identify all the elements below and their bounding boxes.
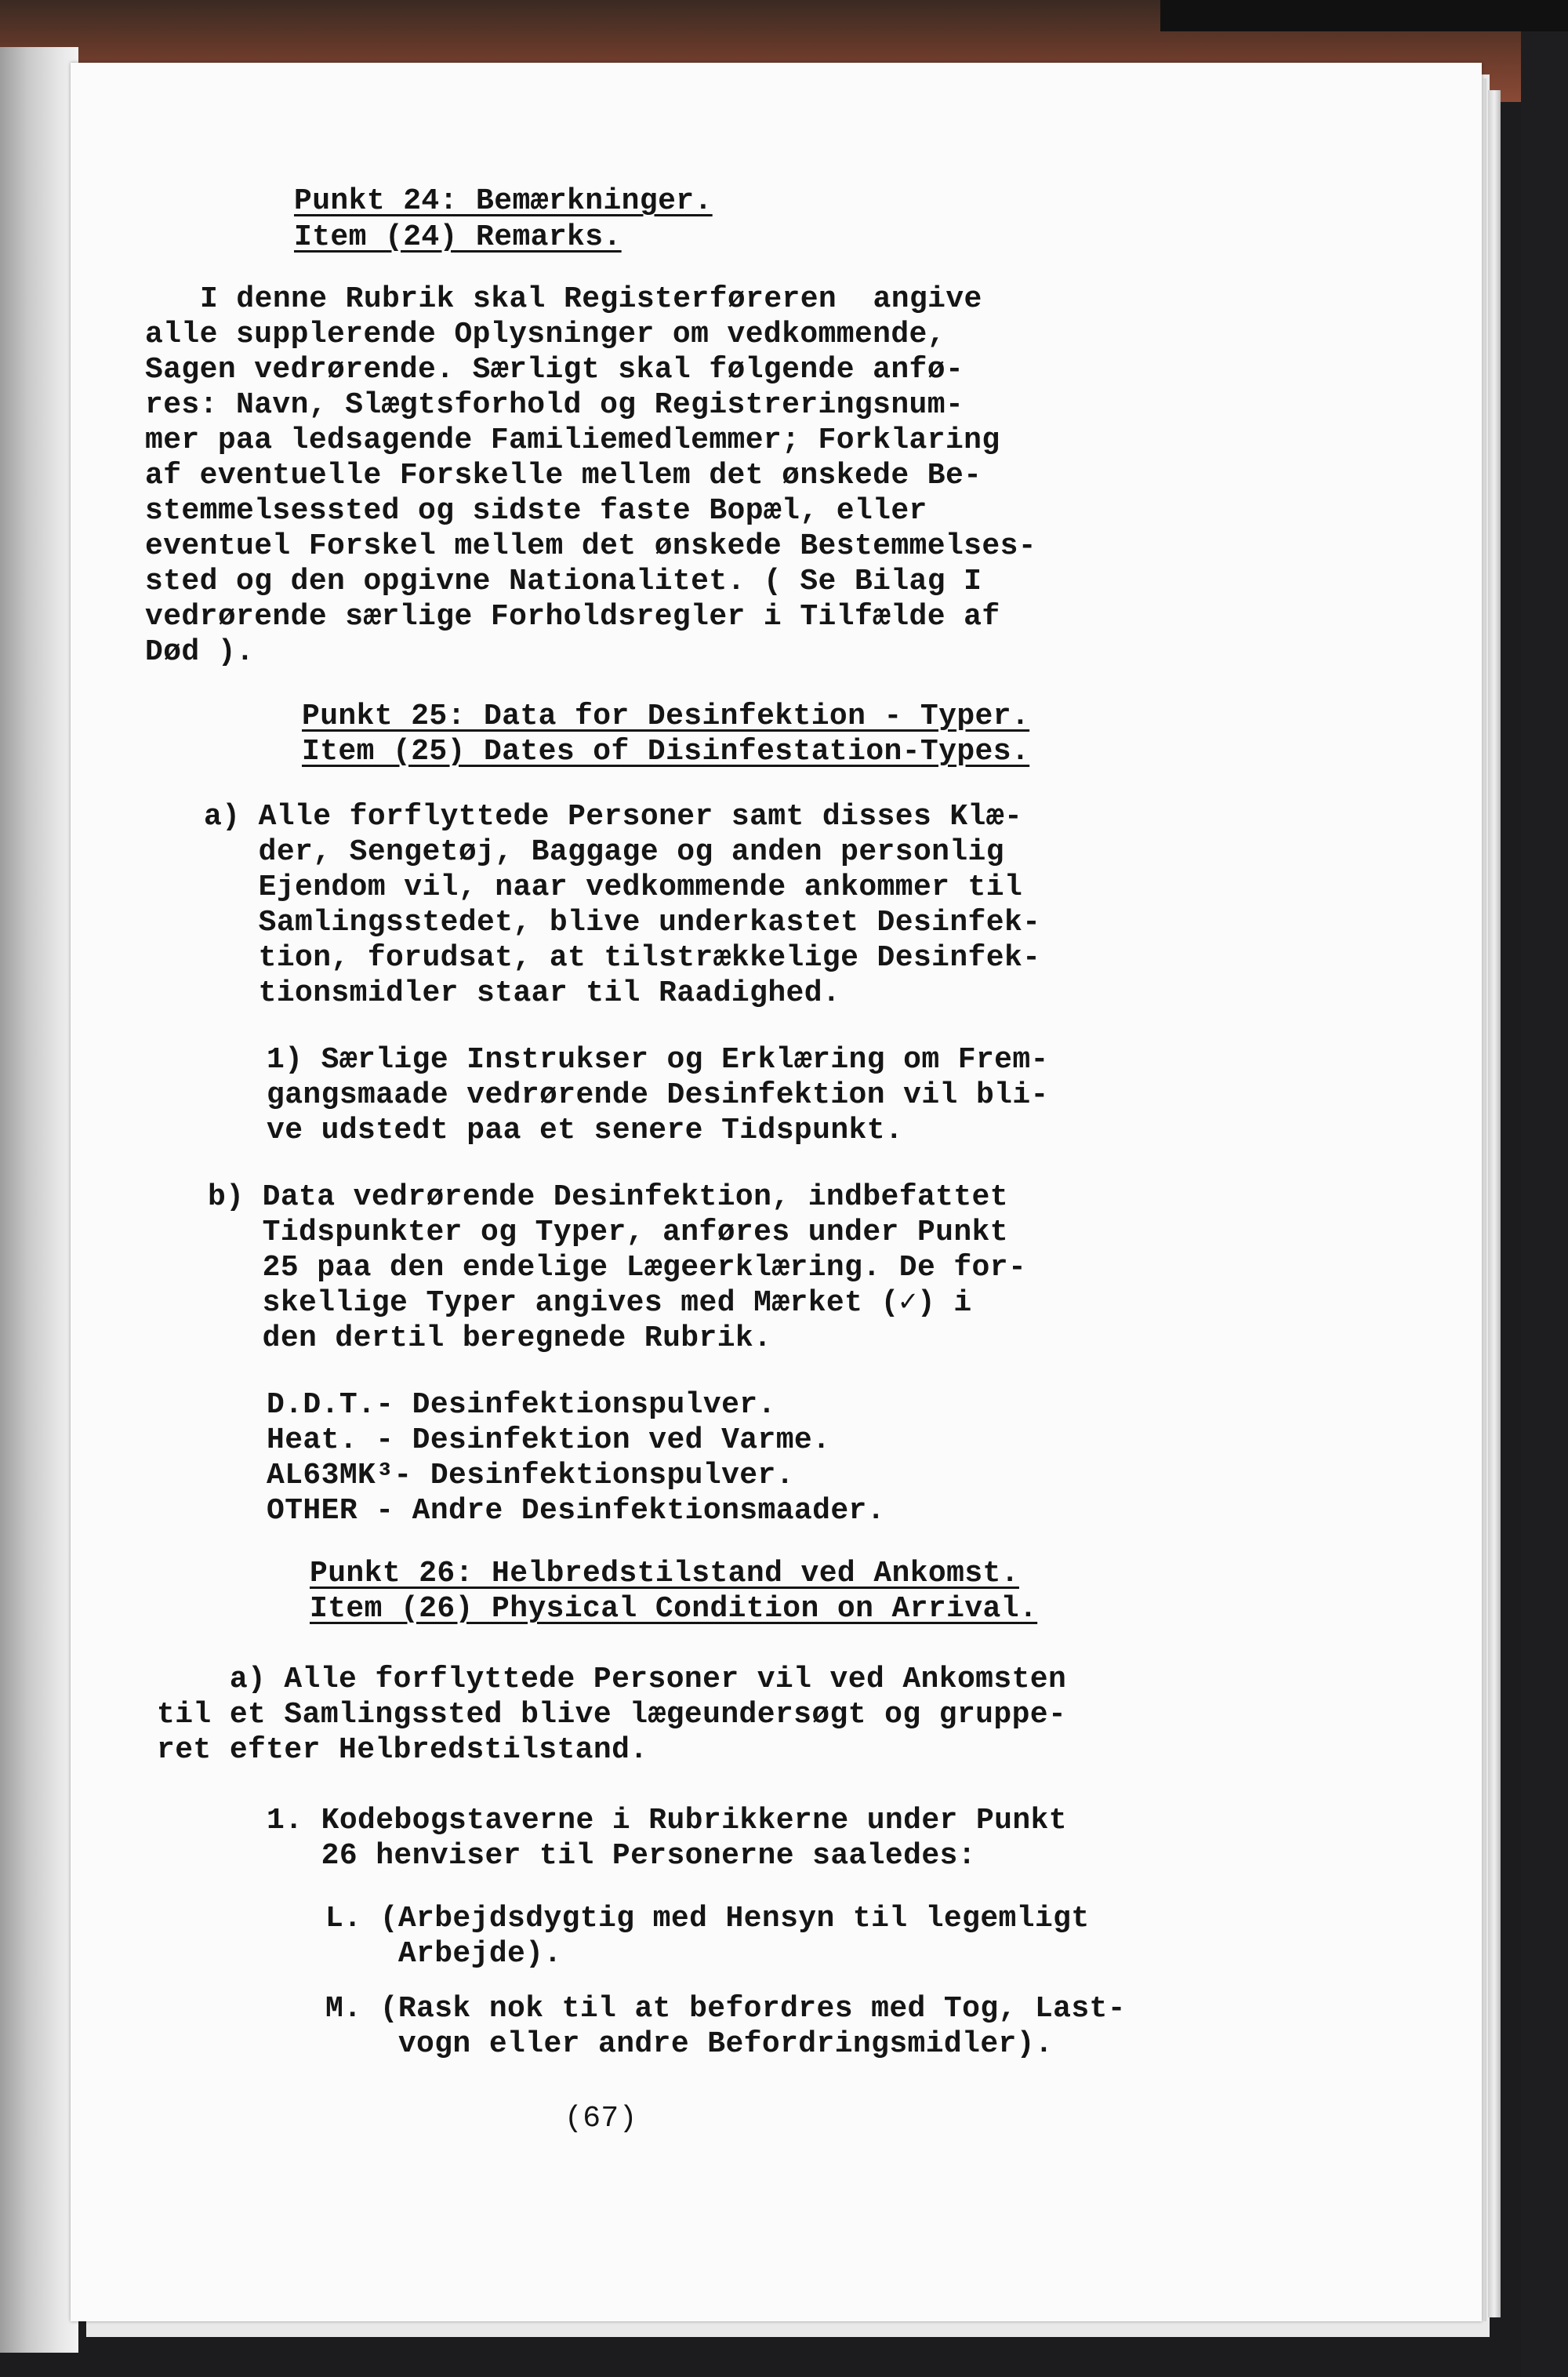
disinfection-type-other: OTHER - Andre Desinfektionsmaader. bbox=[267, 1494, 885, 1528]
disinfection-type-al63mk: AL63MK³- Desinfektionspulver. bbox=[267, 1459, 794, 1492]
punkt26-a-line: ret efter Helbredstilstand. bbox=[157, 1733, 648, 1767]
punkt26-1-line: 26 henviser til Personerne saaledes: bbox=[267, 1839, 976, 1873]
page-edge-2 bbox=[1488, 90, 1501, 2317]
punkt26-a-line: til et Samlingssted blive lægeundersøgt og gruppe- bbox=[157, 1698, 1067, 1732]
punkt24-line: stemmelsessted og sidste faste Bopæl, eller bbox=[145, 494, 927, 528]
code-M-line: vogn eller andre Befordringsmidler). bbox=[325, 2027, 1054, 2061]
punkt25-b-line: skellige Typer angives med Mærket (✓) i bbox=[208, 1286, 972, 1320]
code-M-line: M. (Rask nok til at befordres med Tog, Last- bbox=[325, 1992, 1126, 2026]
punkt25-a-line: Samlingsstedet, blive underkastet Desinfek- bbox=[204, 906, 1041, 940]
punkt24-line: res: Navn, Slægtsforhold og Registreringsnum- bbox=[145, 388, 964, 422]
book-spine bbox=[0, 47, 78, 2353]
background-right bbox=[1521, 31, 1568, 2377]
punkt26-heading-english: Item (26) Physical Condition on Arrival. bbox=[310, 1592, 1038, 1626]
punkt26-heading-danish: Punkt 26: Helbredstilstand ved Ankomst. bbox=[310, 1557, 1019, 1590]
punkt25-b-line: b) Data vedrørende Desinfektion, indbefattet bbox=[208, 1180, 1008, 1214]
code-L-line: Arbejde). bbox=[325, 1937, 562, 1971]
punkt25-a1-line: 1) Særlige Instrukser og Erklæring om Frem- bbox=[267, 1043, 1049, 1077]
punkt25-a-line: tion, forudsat, at tilstrækkelige Desinfek- bbox=[204, 941, 1041, 975]
punkt24-heading-danish: Punkt 24: Bemærkninger. bbox=[294, 184, 713, 218]
punkt24-line: Død ). bbox=[145, 635, 255, 669]
page-number: (67) bbox=[564, 2102, 637, 2135]
punkt24-line: mer paa ledsagende Familiemedlemmer; Forklaring bbox=[145, 423, 1000, 457]
punkt25-a-line: der, Sengetøj, Baggage og anden personlig bbox=[204, 835, 1004, 869]
document-page bbox=[71, 63, 1482, 2321]
punkt24-line: alle supplerende Oplysninger om vedkommende, bbox=[145, 318, 946, 351]
punkt24-line: eventuel Forskel mellem det ønskede Bestemmelses- bbox=[145, 529, 1036, 563]
punkt25-a-line: Ejendom vil, naar vedkommende ankommer til bbox=[204, 870, 1023, 904]
punkt24-line: af eventuelle Forskelle mellem det ønskede Be- bbox=[145, 459, 982, 492]
punkt25-b-line: 25 paa den endelige Lægeerklæring. De for- bbox=[208, 1251, 1027, 1285]
punkt25-a1-line: gangsmaade vedrørende Desinfektion vil bli- bbox=[267, 1078, 1049, 1112]
disinfection-type-heat: Heat. - Desinfektion ved Varme. bbox=[267, 1423, 831, 1457]
punkt25-a-line: tionsmidler staar til Raadighed. bbox=[204, 976, 841, 1010]
code-L-line: L. (Arbejdsdygtig med Hensyn til legemligt bbox=[325, 1902, 1090, 1935]
punkt25-heading-english: Item (25) Dates of Disinfestation-Types. bbox=[302, 735, 1030, 769]
punkt24-line: Sagen vedrørende. Særligt skal følgende anfø- bbox=[145, 353, 964, 387]
punkt24-line: vedrørende særlige Forholdsregler i Tilfælde af bbox=[145, 600, 1000, 634]
punkt25-b-line: den dertil beregnede Rubrik. bbox=[208, 1321, 772, 1355]
punkt25-b-line: Tidspunkter og Typer, anføres under Punkt bbox=[208, 1216, 1008, 1249]
disinfection-type-ddt: D.D.T.- Desinfektionspulver. bbox=[267, 1388, 776, 1422]
punkt25-heading-danish: Punkt 25: Data for Desinfektion - Typer. bbox=[302, 700, 1030, 733]
background-dark bbox=[1160, 0, 1568, 31]
punkt24-line: sted og den opgivne Nationalitet. ( Se Bilag I bbox=[145, 565, 982, 598]
punkt25-a1-line: ve udstedt paa et senere Tidspunkt. bbox=[267, 1114, 904, 1147]
punkt24-line: I denne Rubrik skal Registerføreren angive bbox=[200, 282, 982, 316]
punkt24-heading-english: Item (24) Remarks. bbox=[294, 220, 622, 254]
punkt26-1-line: 1. Kodebogstaverne i Rubrikkerne under Punkt bbox=[267, 1804, 1067, 1837]
punkt26-a-line: a) Alle forflyttede Personer vil ved Ankomsten bbox=[157, 1663, 1067, 1696]
punkt25-a-line: a) Alle forflyttede Personer samt disses Klæ- bbox=[204, 800, 1023, 834]
